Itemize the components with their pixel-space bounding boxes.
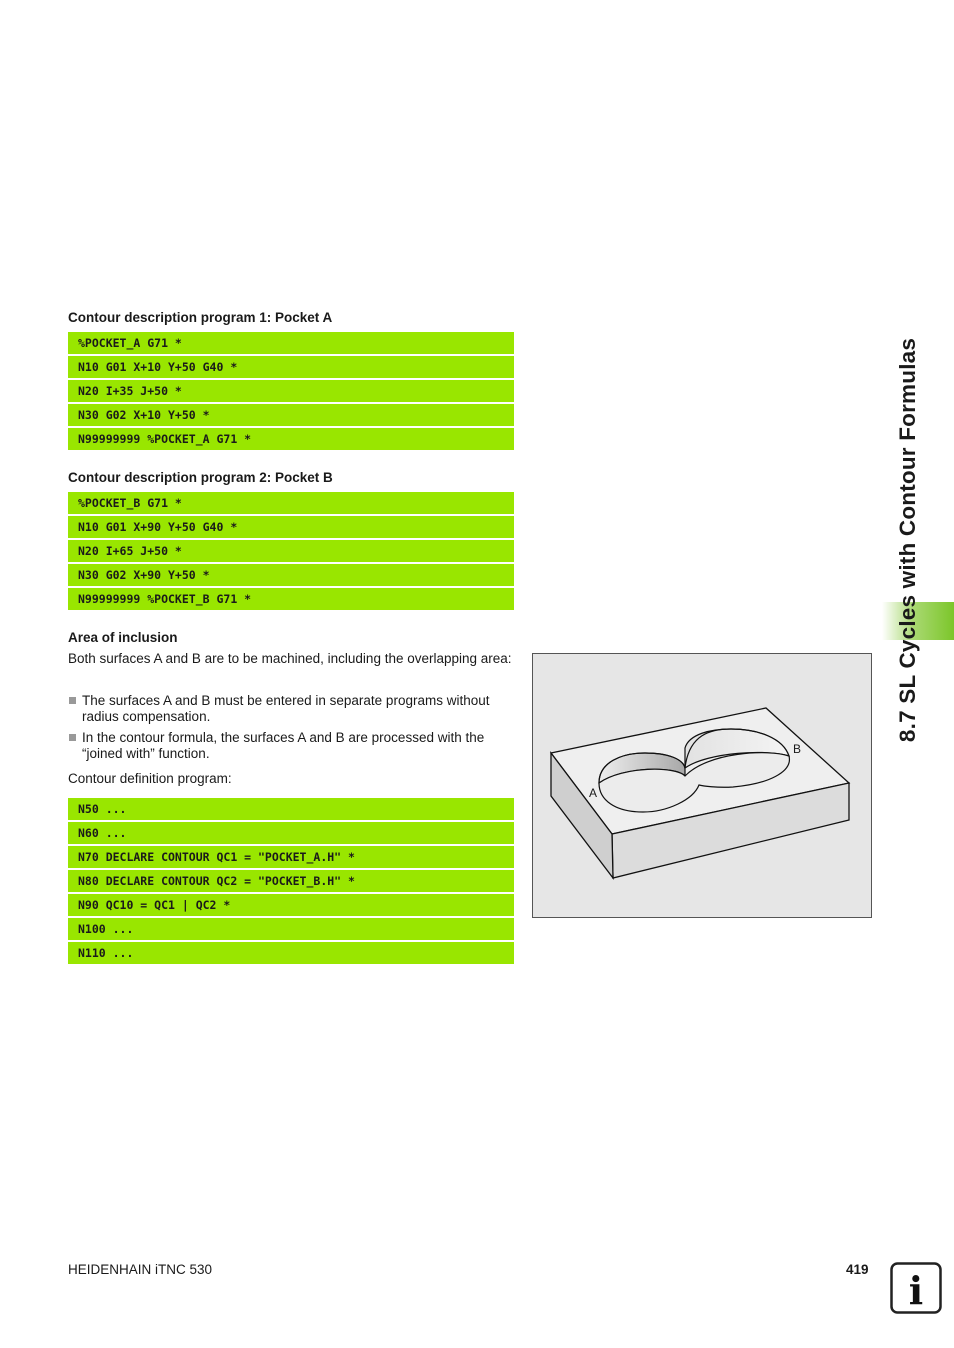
info-icon-svg: [890, 1262, 942, 1314]
code-line: N100 ...: [68, 918, 514, 940]
figure-label-a: A: [589, 786, 598, 800]
pocket-illustration: [532, 653, 872, 918]
code-line: %POCKET_A G71 *: [68, 332, 514, 354]
code-line: N110 ...: [68, 942, 514, 964]
code-line: N50 ...: [68, 798, 514, 820]
code-line: N99999999 %POCKET_A G71 *: [68, 428, 514, 450]
code-line: N80 DECLARE CONTOUR QC2 = "POCKET_B.H" *: [68, 870, 514, 892]
info-icon: [890, 1262, 942, 1314]
program2-heading: Contour description program 2: Pocket B: [68, 470, 333, 485]
code-line: N10 G01 X+90 Y+50 G40 *: [68, 516, 514, 538]
definition-code-block: [68, 798, 514, 966]
bullet-text: In the contour formula, the surfaces A and B are processed with the “joined with” function.: [82, 730, 485, 761]
code-line: N90 QC10 = QC1 | QC2 *: [68, 894, 514, 916]
program2-code-block: [68, 492, 514, 612]
code-line: N30 G02 X+90 Y+50 *: [68, 564, 514, 586]
pocket-illustration-svg: [533, 654, 871, 917]
program1-code-block: [68, 332, 514, 452]
code-line: N10 G01 X+10 Y+50 G40 *: [68, 356, 514, 378]
section-title-text: 8.7 SL Cycles with Contour Formulas: [895, 337, 920, 743]
page-number: 419: [846, 1262, 869, 1277]
inclusion-heading: Area of inclusion: [68, 630, 178, 645]
code-line: N20 I+65 J+50 *: [68, 540, 514, 562]
code-line: %POCKET_B G71 *: [68, 492, 514, 514]
bullet-item: [68, 693, 514, 725]
code-line: N70 DECLARE CONTOUR QC1 = "POCKET_A.H" *: [68, 846, 514, 868]
figure-label-b: B: [793, 742, 802, 756]
footer-product: HEIDENHAIN iTNC 530: [68, 1262, 213, 1277]
code-line: N99999999 %POCKET_B G71 *: [68, 588, 514, 610]
square-bullet-icon: [69, 697, 76, 704]
square-bullet-icon: [69, 734, 76, 741]
bullet-item: [68, 730, 514, 762]
info-glyph: i: [908, 1268, 924, 1313]
code-line: N30 G02 X+10 Y+50 *: [68, 404, 514, 426]
code-line: N60 ...: [68, 822, 514, 844]
bullet-text: The surfaces A and B must be entered in separate programs without radius compensation.: [82, 693, 490, 724]
inclusion-intro: Both surfaces A and B are to be machined, including the overlapping area:: [68, 651, 512, 666]
program1-heading: Contour description program 1: Pocket A: [68, 310, 333, 325]
code-line: N20 I+35 J+50 *: [68, 380, 514, 402]
definition-label: Contour definition program:: [68, 771, 232, 786]
